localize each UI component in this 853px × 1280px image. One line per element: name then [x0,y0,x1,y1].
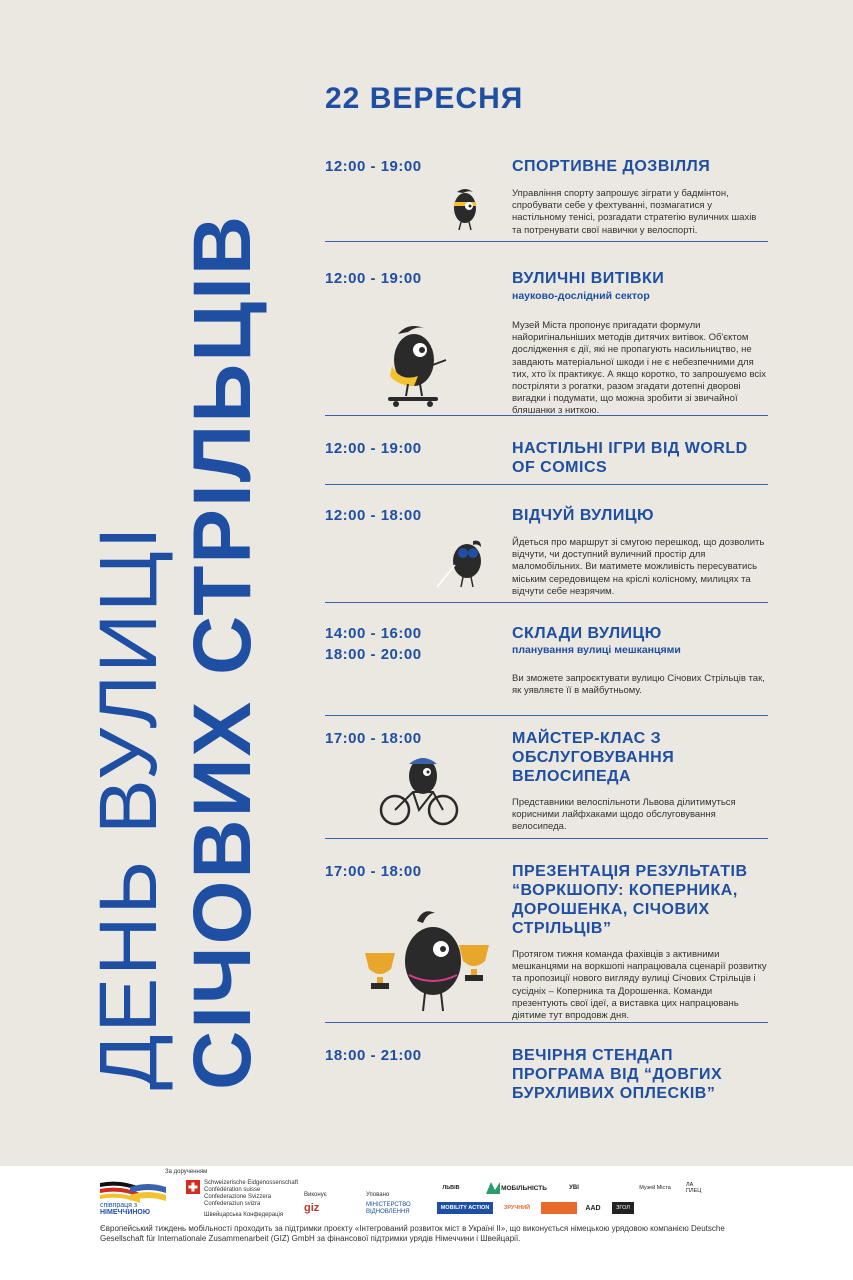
event-description: Протягом тижня команда фахівців з активними мешканцями на воркшопі напрацювала сценарії розвитку та пропозиції нового вигляду вулиці Січових Стрільців і сусідніх – Коперника та Дорошенка. Команди презентують свої ідеї, а виставка цих напрацювань діятиме тут впродовж дня. [512,949,767,1022]
event-title: МАЙСТЕР-КЛАС З ОБСЛУГОВУВАННЯ ВЕЛОСИПЕДА [512,730,675,785]
event-time: 12:00 - 19:00 [325,440,422,457]
event-time: 12:00 - 19:00 [325,270,422,287]
event-time: 14:00 - 16:00 [325,625,422,642]
event-standup [325,1023,768,1113]
mobility-action-logo: MOBILITY ACTION [437,1202,493,1214]
footer-note: Європейський тиждень мобільності проходить за підтримки проєкту «Інтегрований розвиток міст в Україні ІІ», що виконується німецькою урядовою компанією Deutsche Gesellschaft für Internationale Zusammenarbeit (GIZ) GmbH за фінансової підтримки урядів Німеччини і Швейцарії. [100,1224,725,1243]
event-workshop-presentation [325,839,768,1023]
lviv-logo: ЛЬВІВ [442,1185,460,1191]
event-design-street [325,603,768,716]
zgol-logo: ЗГОЛ [612,1202,634,1214]
event-title: СКЛАДИ ВУЛИЦЮ [512,625,662,642]
event-description: Йдеться про маршрут зі смугою перешкод, що дозволить відчути, чи доступний вуличний простір для маломобільних. Ви матимете можливість пересуватись міським середовищем на кріслі колісному, милицях та відчути себе незрячим. [512,537,765,597]
event-description: Ви зможете запроєктувати вулицю Січових Стрільців так, як уявляєте її в майбутньому. [512,673,765,697]
event-description: Управління спорту запрошує зіграти у бадмінтон, спробувати себе у фехтуванні, позмагатися у настільному тенісі, розгадати стратегію вуличних шахів та потренувати свої навички у велоспорті. [512,188,757,236]
uvi-logo: УВІ [569,1185,579,1191]
event-board-games [325,416,768,485]
germany-logo-text: співпраця з НІМЕЧЧИНОЮ [100,1202,151,1216]
mascot-trophy-icon [361,905,493,1017]
mascot-skateboard-icon [380,320,460,408]
event-feel-street [325,485,768,603]
mascot-blind-icon [433,537,495,593]
swiss-logo-text: Schweizerische Eidgenossenschaft Confédération suisse Confederazione Svizzera Confederaziun svizra [204,1180,299,1207]
event-time: 18:00 - 21:00 [325,1047,422,1064]
event-title: ВЕЧІРНЯ СТЕНДАП ПРОГРАМА ВІД “ДОВГИХ БУРХЛИВИХ ОПЛЕСКІВ” [512,1047,723,1102]
mascot-bicycle-icon [379,752,461,828]
event-subtitle: планування вулиці мешканцями [512,644,681,656]
event-title: ВІДЧУЙ ВУЛИЦЮ [512,507,655,524]
partner-orange-logo [541,1202,577,1214]
city-museum-logo: Музей Міста [639,1185,671,1191]
title-line-2: СІЧОВИХ СТРІЛЬЦІВ [177,213,268,1090]
event-title: НАСТІЛЬНІ ІГРИ ВІД WORLD OF COMICS [512,440,748,476]
event-date: 22 ВЕРЕСНЯ [325,82,524,115]
title-line-1: ДЕНЬ ВУЛИЦІ [83,524,174,1090]
ministry-logo: МІНІСТЕРСТВО ВІДНОВЛЕННЯ [366,1202,411,1215]
event-bike-workshop [325,716,768,839]
event-title: ПРЕЗЕНТАЦІЯ РЕЗУЛЬТАТІВ “ВОРКШОПУ: КОПЕРНИКА, ДОРОШЕНКА, СІЧОВИХ СТРІЛЬЦІВ” [512,863,748,937]
commission-label: За дорученням [165,1169,208,1175]
event-sport [325,148,768,242]
mobility-logo-icon [486,1182,500,1194]
support-label: Уповано [366,1192,390,1198]
swiss-flag-icon [186,1180,200,1194]
mascot-sport-icon [443,186,483,234]
swiss-label: Швейцарська Конфедерація [204,1212,284,1218]
event-time: 12:00 - 19:00 [325,158,422,175]
event-subtitle: науково-дослідний сектор [512,290,650,302]
event-pranks [325,242,768,416]
mobility-logo: МОБІЛЬНІСТЬ [501,1184,547,1192]
event-description: Представники велоспільноти Львова ділитимуться корисними лайфхаками щодо обслуговування велосипеда. [512,797,736,833]
event-time-2: 18:00 - 20:00 [325,646,422,663]
event-title: ВУЛИЧНІ ВИТІВКИ [512,270,665,287]
event-title: СПОРТИВНЕ ДОЗВІЛЛЯ [512,158,711,175]
zruchnyi-logo: ЗРУЧНИЙ [503,1205,531,1211]
implementer-label: Виконує [304,1192,327,1198]
event-description: Музей Міста пропонує пригадати формули найоригінальніших методів дитячих витівок. Об'єктом дослідження є дії, які не пропагують насильництво, не завдають матеріальної шкоди і не є небезпечними для тих, хто їх практикує. А якщо коротко, то запрошуємо всіх постріляти з рогатки, разом згадати дотепні дворові вигадки і подумати, що можна зробити зі звичайної бляшанки з ниткою. [512,320,767,417]
event-time: 12:00 - 18:00 [325,507,422,524]
event-time: 17:00 - 18:00 [325,863,422,880]
giz-logo: giz [304,1202,320,1214]
event-time: 17:00 - 18:00 [325,730,422,747]
aad-logo: AAD [585,1204,601,1212]
la-plets-logo: ЛА ПЛЕЦ [686,1182,702,1194]
